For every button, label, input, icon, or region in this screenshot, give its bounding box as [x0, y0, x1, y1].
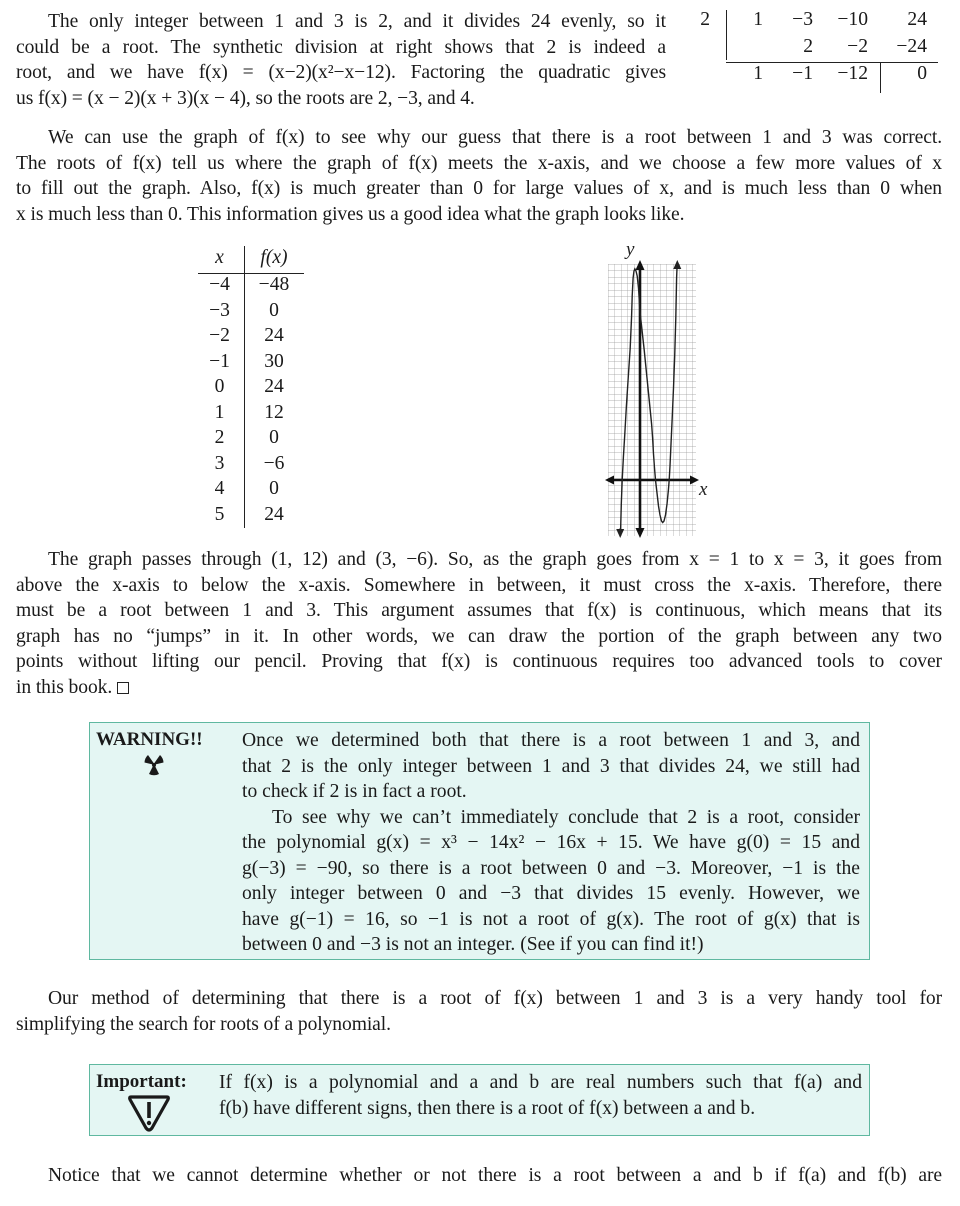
cell-x: −4 — [209, 274, 230, 295]
important-label: Important: — [96, 1071, 187, 1092]
cell-x: 1 — [214, 401, 225, 423]
cell-fx: −48 — [258, 274, 290, 295]
coefficient: 1 — [753, 9, 763, 30]
cell-fx: 30 — [264, 350, 284, 372]
table-header-x: x — [215, 247, 224, 268]
coefficient: 24 — [907, 9, 927, 30]
text-line: To see why we can’t immediately conclude that 2 is a root, consider — [272, 806, 860, 828]
exclamation-triangle-icon — [127, 1094, 171, 1132]
text-line: that 2 is the only integer between 1 and 3 that divides 24, we still had — [242, 755, 860, 777]
text-line: between 0 and −3 is not an integer. (See if you can find it!) — [242, 934, 704, 955]
paragraph-graph-intro — [16, 125, 942, 227]
paragraph-method — [16, 986, 942, 1037]
cell-fx: 12 — [264, 401, 284, 423]
text-line — [16, 675, 942, 701]
synthetic-division — [690, 8, 940, 88]
table-row — [195, 274, 305, 300]
table-row — [195, 376, 305, 402]
cell-x: −1 — [209, 350, 230, 372]
coefficient: −3 — [792, 9, 813, 30]
important-box — [89, 1064, 870, 1136]
table-row — [195, 478, 305, 504]
coefficient: −10 — [837, 9, 868, 30]
cell-fx: 24 — [264, 325, 284, 346]
text-line: x is much less than 0. This information gives us a good idea what the graph looks like. — [16, 203, 685, 225]
table-row — [195, 300, 305, 326]
function-graph — [596, 238, 716, 540]
qed-square-icon — [117, 682, 129, 694]
text-line: The roots of f(x) tell us where the graph of f(x) meets the x-axis, and we choose a few more values of x — [16, 152, 942, 174]
product: 2 — [803, 36, 813, 57]
table-row — [195, 325, 305, 351]
table-row — [195, 427, 305, 453]
cell-fx: −6 — [263, 452, 285, 474]
cell-x: 2 — [214, 427, 225, 448]
cell-x: −2 — [209, 325, 230, 346]
y-axis-label: y — [626, 239, 635, 260]
text-line: simplifying the search for roots of a polynomial. — [16, 1013, 391, 1035]
text-line: g(−3) = −90, so there is a root between 0 and −3. Moreover, −1 is the — [242, 857, 860, 879]
text-line: above the x-axis to below the x-axis. Somewhere in between, it must cross the x-axis. Therefore, there — [16, 574, 942, 596]
cell-fx: 24 — [264, 503, 284, 525]
radiation-icon — [143, 754, 165, 776]
text-line: have g(−1) = 16, so −1 is not a root of g(x). The root of g(x) that is — [242, 908, 860, 930]
remainder: 0 — [917, 63, 927, 84]
cell-x: −3 — [209, 299, 230, 321]
quotient: 1 — [753, 63, 763, 84]
cell-fx: 0 — [269, 427, 279, 448]
warning-box — [89, 722, 870, 960]
text-line: the polynomial g(x) = x³ − 14x² − 16x + 15. We have g(0) = 15 and — [242, 832, 860, 853]
text-line: If f(x) is a polynomial and a and b are real numbers such that f(a) and — [219, 1072, 862, 1093]
text-line: f(b) have different signs, then there is a root of f(x) between a and b. — [219, 1097, 756, 1119]
text-line-end: in this book. — [16, 676, 113, 698]
cell-fx: 24 — [264, 376, 284, 397]
table-row — [195, 402, 305, 428]
divisor: 2 — [700, 9, 710, 30]
quotient: −12 — [837, 63, 868, 84]
product: −2 — [847, 36, 868, 57]
text-line: only integer between 0 and −3 that divides 15 evenly. However, we — [242, 883, 860, 904]
cell-fx: 0 — [269, 299, 279, 321]
text-line: to fill out the graph. Also, f(x) is much greater than 0 for large values of x, and is much less than 0 when — [16, 178, 942, 199]
product: −24 — [896, 36, 927, 57]
text-line: root, and we have f(x) = (x−2)(x²−x−12). Factoring the quadratic gives — [16, 62, 666, 83]
text-line: We can use the graph of f(x) to see why our guess that there is a root between 1 and 3 was correct. — [48, 127, 942, 148]
quotient: −1 — [792, 63, 813, 84]
cell-x: 5 — [214, 503, 225, 525]
paragraph-intro — [16, 9, 666, 111]
table-row — [195, 351, 305, 377]
table-row — [195, 504, 305, 530]
text-line: to check if 2 is in fact a root. — [242, 781, 467, 802]
graph-svg — [596, 238, 716, 540]
x-axis-label: x — [699, 479, 708, 500]
text-line: could be a root. The synthetic division at right shows that 2 is indeed a — [16, 36, 666, 58]
paragraph-notice — [16, 1163, 942, 1189]
text-line: graph has no “jumps” in it. In other words, we can draw the portion of the graph between any two — [16, 625, 942, 647]
cell-x: 3 — [214, 452, 225, 474]
value-table — [195, 244, 305, 529]
paragraph-continuity — [16, 547, 942, 700]
text-line: Our method of determining that there is a root of f(x) between 1 and 3 is a very handy tool for — [48, 988, 942, 1009]
text-line: Notice that we cannot determine whether or not there is a root between a and b if f(a) and f(b) are — [48, 1165, 942, 1186]
text-line: us f(x) = (x − 2)(x + 3)(x − 4), so the roots are 2, −3, and 4. — [16, 87, 475, 109]
warning-label: WARNING!! — [96, 729, 203, 750]
cell-x: 0 — [214, 376, 225, 397]
text-line: points without lifting our pencil. Proving that f(x) is continuous requires too advanced tools to cover — [16, 651, 942, 672]
table-header-fx: f(x) — [260, 247, 288, 268]
cell-x: 4 — [214, 478, 225, 499]
text-line: Once we determined both that there is a root between 1 and 3, and — [242, 730, 860, 751]
cell-fx: 0 — [269, 478, 279, 499]
text-line: The graph passes through (1, 12) and (3, −6). So, as the graph goes from x = 1 to x = 3, it goes from — [48, 549, 942, 570]
text-line: The only integer between 1 and 3 is 2, and it divides 24 evenly, so it — [48, 11, 666, 32]
table-row — [195, 453, 305, 479]
text-line: must be a root between 1 and 3. This argument assumes that f(x) is continuous, which means that its — [16, 600, 942, 621]
